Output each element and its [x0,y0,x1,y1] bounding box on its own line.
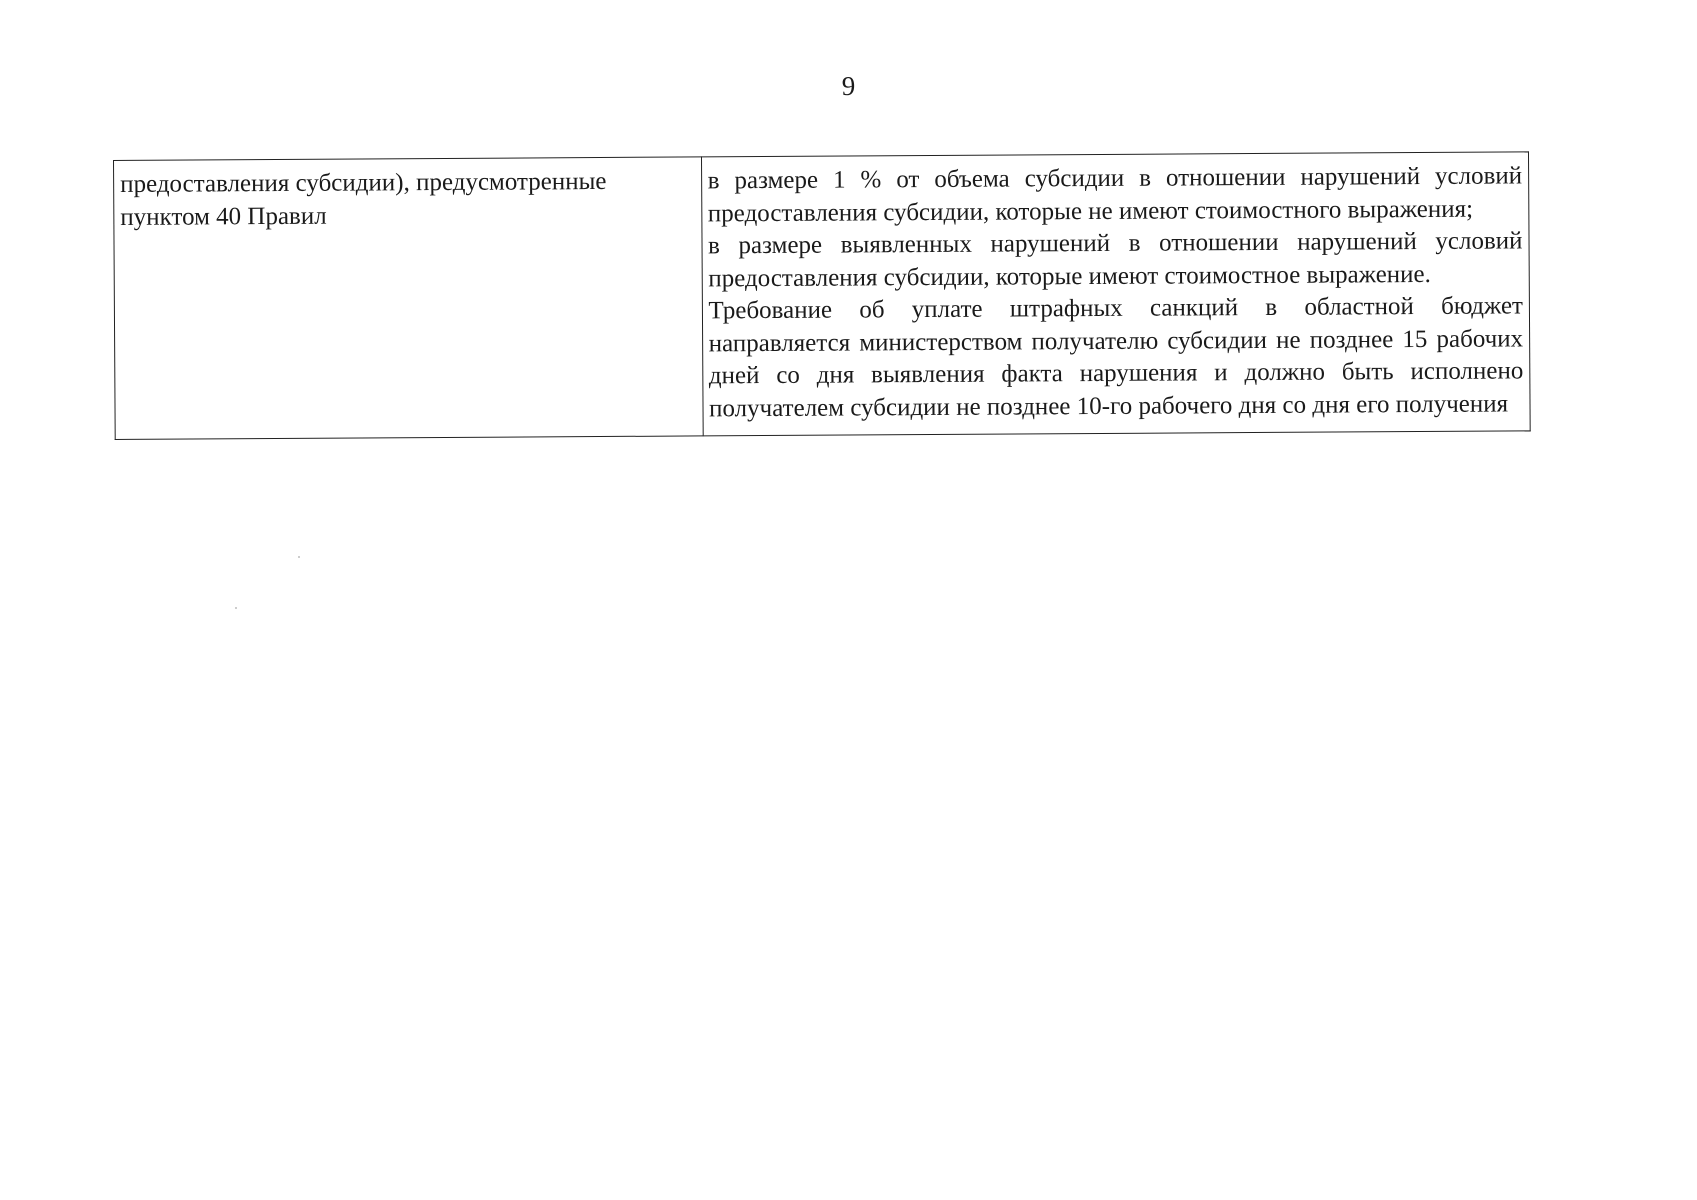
scan-speck [298,556,300,558]
table-cell-left [114,157,703,440]
cell-text-left: предоставления субсидии), предусмотренные пунктом 40 Правил [120,167,607,231]
paragraph-payment-requirement: Требование об уплате штрафных санкций в областной бюджет направляется министерством получателю субсидии не позднее 15 рабочих дней со дня выявления факта нарушения и должно быть исполнено получателем субсидии не позднее 10-го рабочего дня со дня его получения [708,292,1524,422]
cell-text-right [708,160,1524,425]
document-table [113,151,1531,440]
table-row [114,152,1531,440]
page-number: 9 [841,71,856,101]
paragraph-penalty-cost: в размере выявленных нарушений в отношении нарушений условий предоставления субсидии, которые имеют стоимостное выражение. [708,227,1523,292]
scan-speck [235,607,237,609]
table-cell-right [701,152,1530,436]
paragraph-penalty-non-cost: в размере 1 % от объема субсидии в отношении нарушений условий предоставления субсидии, которые не имеют стоимостного выражения; [707,162,1523,227]
